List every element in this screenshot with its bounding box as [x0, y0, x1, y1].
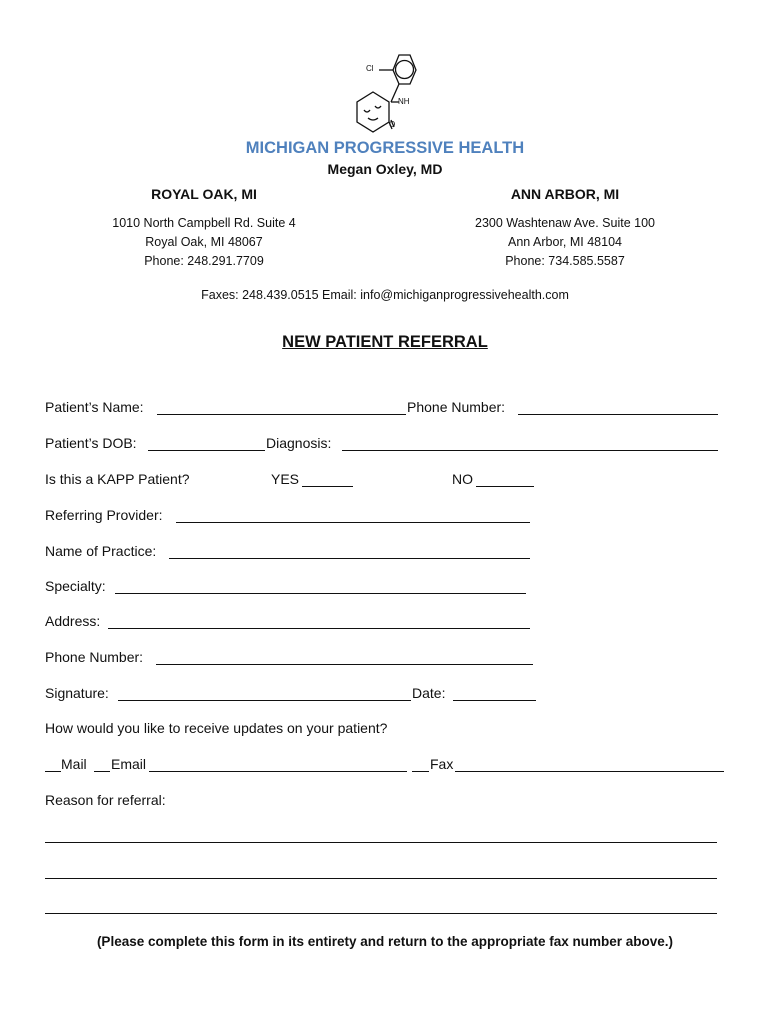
diagnosis-label: Diagnosis:: [266, 435, 332, 451]
office-street: 1010 North Campbell Rd. Suite 4: [112, 216, 296, 230]
office-city: Ann Arbor, MI 48104: [508, 235, 622, 249]
patient-name-label: Patient’s Name:: [45, 399, 144, 415]
patient-dob-label: Patient’s DOB:: [45, 435, 137, 451]
office-name: ROYAL OAK, MI: [151, 186, 257, 202]
reason-line-2[interactable]: [45, 878, 717, 879]
name-of-practice-field[interactable]: [169, 558, 530, 559]
fax-checkbox-blank[interactable]: [412, 771, 429, 772]
signature-field[interactable]: [118, 700, 411, 701]
office-ann-arbor: [415, 186, 715, 271]
phone-number-field[interactable]: [518, 414, 718, 415]
completion-instructions: (Please complete this form in its entirety and return to the appropriate fax number above.): [96, 934, 674, 949]
updates-question-label: How would you like to receive updates on your patient?: [45, 720, 388, 736]
reason-line-3[interactable]: [45, 913, 717, 914]
diagnosis-field[interactable]: [342, 450, 718, 451]
form-title: NEW PATIENT REFERRAL: [282, 333, 488, 351]
reason-line-1[interactable]: [45, 842, 717, 843]
logo-nh-label: NH: [398, 97, 410, 106]
office-phone: Phone: 734.585.5587: [505, 254, 625, 268]
referring-provider-field[interactable]: [176, 522, 530, 523]
patient-name-field[interactable]: [157, 414, 406, 415]
logo-chlorine-label: Cl: [366, 64, 374, 73]
mail-option-label: Mail: [61, 756, 87, 772]
doctor-name: Megan Oxley, MD: [327, 161, 443, 177]
specialty-label: Specialty:: [45, 578, 106, 594]
patient-dob-field[interactable]: [148, 450, 265, 451]
organization-name: MICHIGAN PROGRESSIVE HEALTH: [245, 139, 525, 157]
office-city: Royal Oak, MI 48067: [145, 235, 263, 249]
signature-label: Signature:: [45, 685, 109, 701]
fax-email-line: Faxes: 248.439.0515 Email: info@michiganprogressivehealth.com: [201, 288, 569, 302]
date-label: Date:: [412, 685, 446, 701]
address-field[interactable]: [108, 628, 530, 629]
email-address-field[interactable]: [149, 771, 407, 772]
fax-option-label: Fax: [430, 756, 454, 772]
office-phone: Phone: 248.291.7709: [144, 254, 264, 268]
kapp-no-label: NO: [452, 471, 473, 487]
provider-phone-label: Phone Number:: [45, 649, 144, 665]
kapp-yes-field[interactable]: [302, 486, 353, 487]
provider-phone-field[interactable]: [156, 664, 533, 665]
phone-number-label: Phone Number:: [407, 399, 506, 415]
name-of-practice-label: Name of Practice:: [45, 543, 157, 559]
email-option-label: Email: [111, 756, 147, 772]
address-label: Address:: [45, 613, 101, 629]
kapp-yes-label: YES: [271, 471, 300, 487]
office-name: ANN ARBOR, MI: [510, 186, 620, 202]
office-royal-oak: [54, 186, 354, 271]
mail-checkbox-blank[interactable]: [45, 771, 61, 772]
email-checkbox-blank[interactable]: [94, 771, 110, 772]
kapp-question-label: Is this a KAPP Patient?: [45, 471, 190, 487]
reason-for-referral-label: Reason for referral:: [45, 792, 166, 808]
date-field[interactable]: [453, 700, 536, 701]
chemical-structure-logo-icon: [335, 44, 435, 138]
office-street: 2300 Washtenaw Ave. Suite 100: [475, 216, 655, 230]
referring-provider-label: Referring Provider:: [45, 507, 163, 523]
kapp-no-field[interactable]: [476, 486, 534, 487]
specialty-field[interactable]: [115, 593, 526, 594]
logo-oxygen-label: O: [389, 120, 396, 129]
fax-number-field[interactable]: [455, 771, 724, 772]
